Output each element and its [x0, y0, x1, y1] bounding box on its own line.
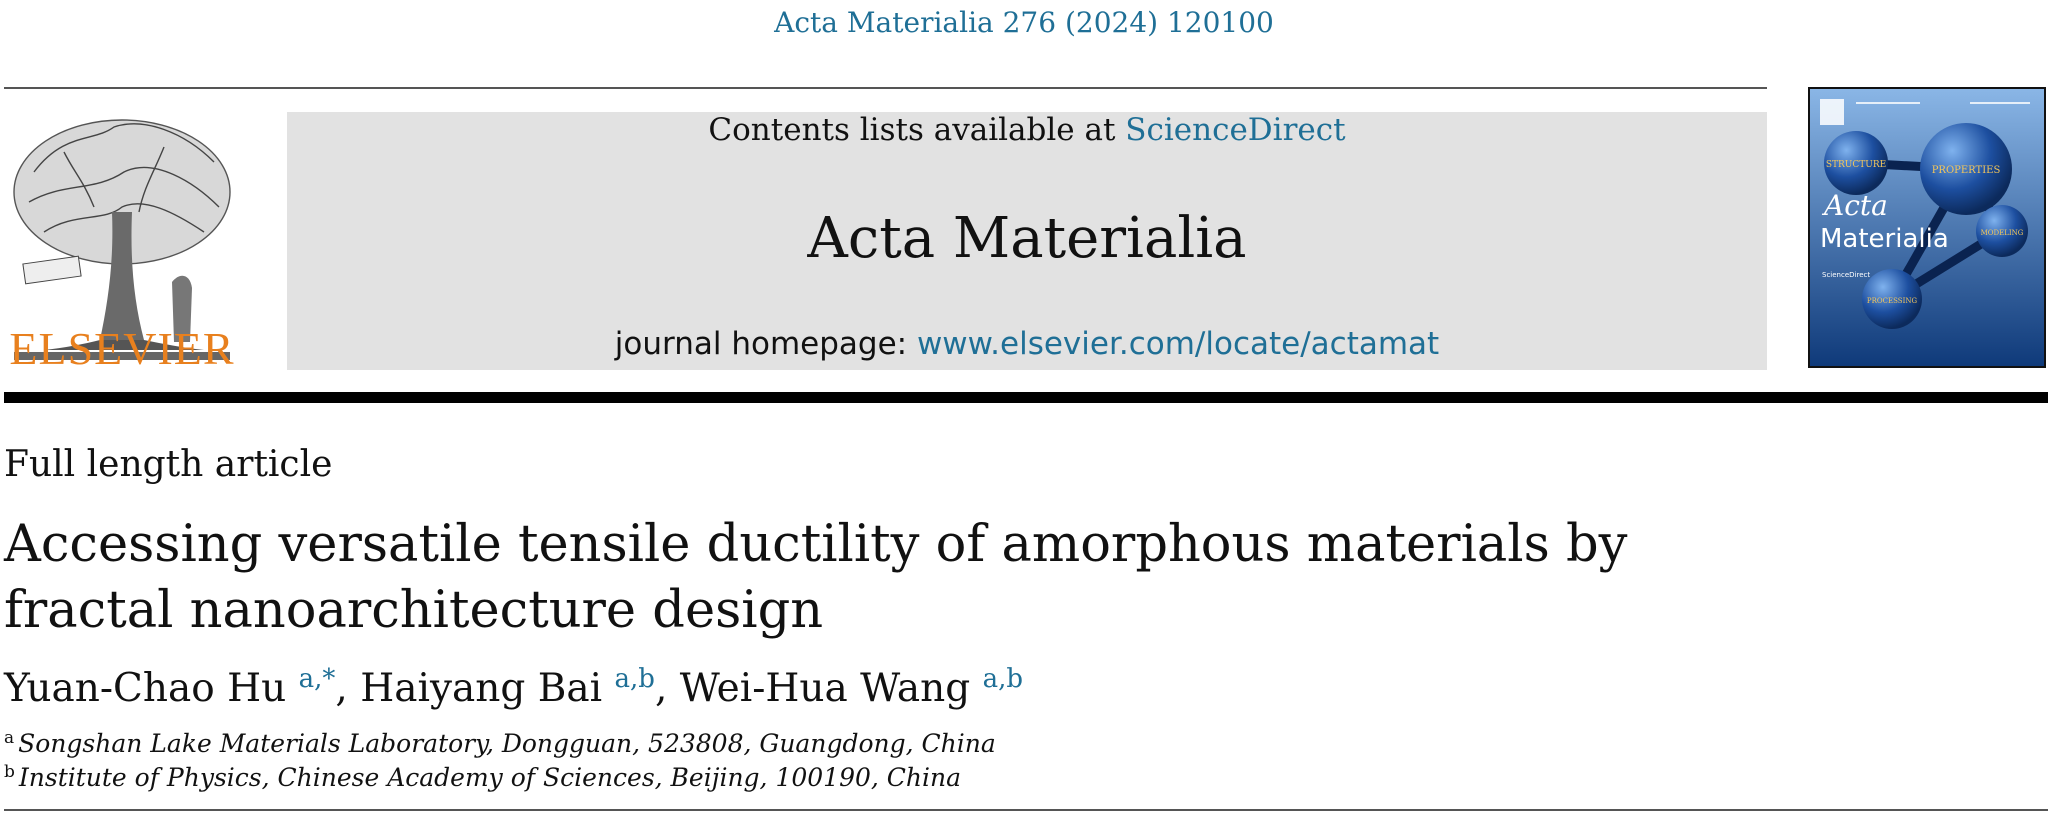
article-type: Full length article — [4, 444, 333, 485]
header-divider — [4, 87, 1767, 89]
cover-node-processing: PROCESSING — [1866, 297, 1918, 305]
cover-title-word-2: Materialia — [1820, 224, 1949, 254]
affiliation — [4, 762, 961, 792]
homepage-prefix: journal homepage: — [614, 326, 917, 362]
contents-availability — [287, 112, 1767, 148]
author-separator: , — [654, 666, 680, 711]
footer-divider — [4, 809, 2048, 811]
author-marks[interactable]: a,b — [614, 664, 655, 694]
cover-node-modeling: MODELING — [1980, 229, 2024, 237]
author-separator: , — [335, 666, 361, 711]
journal-homepage — [287, 326, 1767, 362]
journal-citation[interactable]: Acta Materialia 276 (2024) 120100 — [774, 6, 1274, 39]
author-list — [4, 664, 1023, 711]
affiliation-mark: a — [4, 728, 15, 748]
cover-footer: ScienceDirect — [1822, 271, 1871, 279]
contents-prefix: Contents lists available at — [708, 112, 1126, 148]
sciencedirect-link[interactable]: ScienceDirect — [1125, 112, 1346, 148]
author-name[interactable]: Wei-Hua Wang — [679, 666, 971, 711]
cover-node-structure: STRUCTURE — [1825, 160, 1887, 170]
journal-title: Acta Materialia — [807, 206, 1247, 271]
affiliation-text: Songshan Lake Materials Laboratory, Dongguan, 523808, Guangdong, China — [18, 729, 996, 758]
cover-artwork — [1810, 89, 2044, 366]
homepage-link[interactable]: www.elsevier.com/locate/actamat — [916, 326, 1440, 362]
section-divider — [4, 392, 2048, 403]
affiliation-text: Institute of Physics, Chinese Academy of Sciences, Beijing, 100190, China — [18, 763, 962, 792]
article-title: Accessing versatile tensile ductility of amorphous materials by fractal nanoarchitecture design — [4, 515, 1628, 640]
affiliation-mark: b — [4, 762, 15, 782]
author-marks[interactable]: a,b — [982, 664, 1024, 694]
affiliation — [4, 728, 996, 758]
cover-node-properties: PROPERTIES — [1931, 165, 2001, 176]
author-marks[interactable]: a,* — [298, 664, 336, 694]
author-name[interactable]: Yuan-Chao Hu — [4, 666, 287, 711]
elsevier-wordmark: ELSEVIER — [9, 323, 235, 374]
author-name[interactable]: Haiyang Bai — [360, 666, 603, 711]
journal-cover[interactable] — [1808, 87, 2046, 368]
cover-title-word-1: Acta — [1824, 189, 1888, 222]
